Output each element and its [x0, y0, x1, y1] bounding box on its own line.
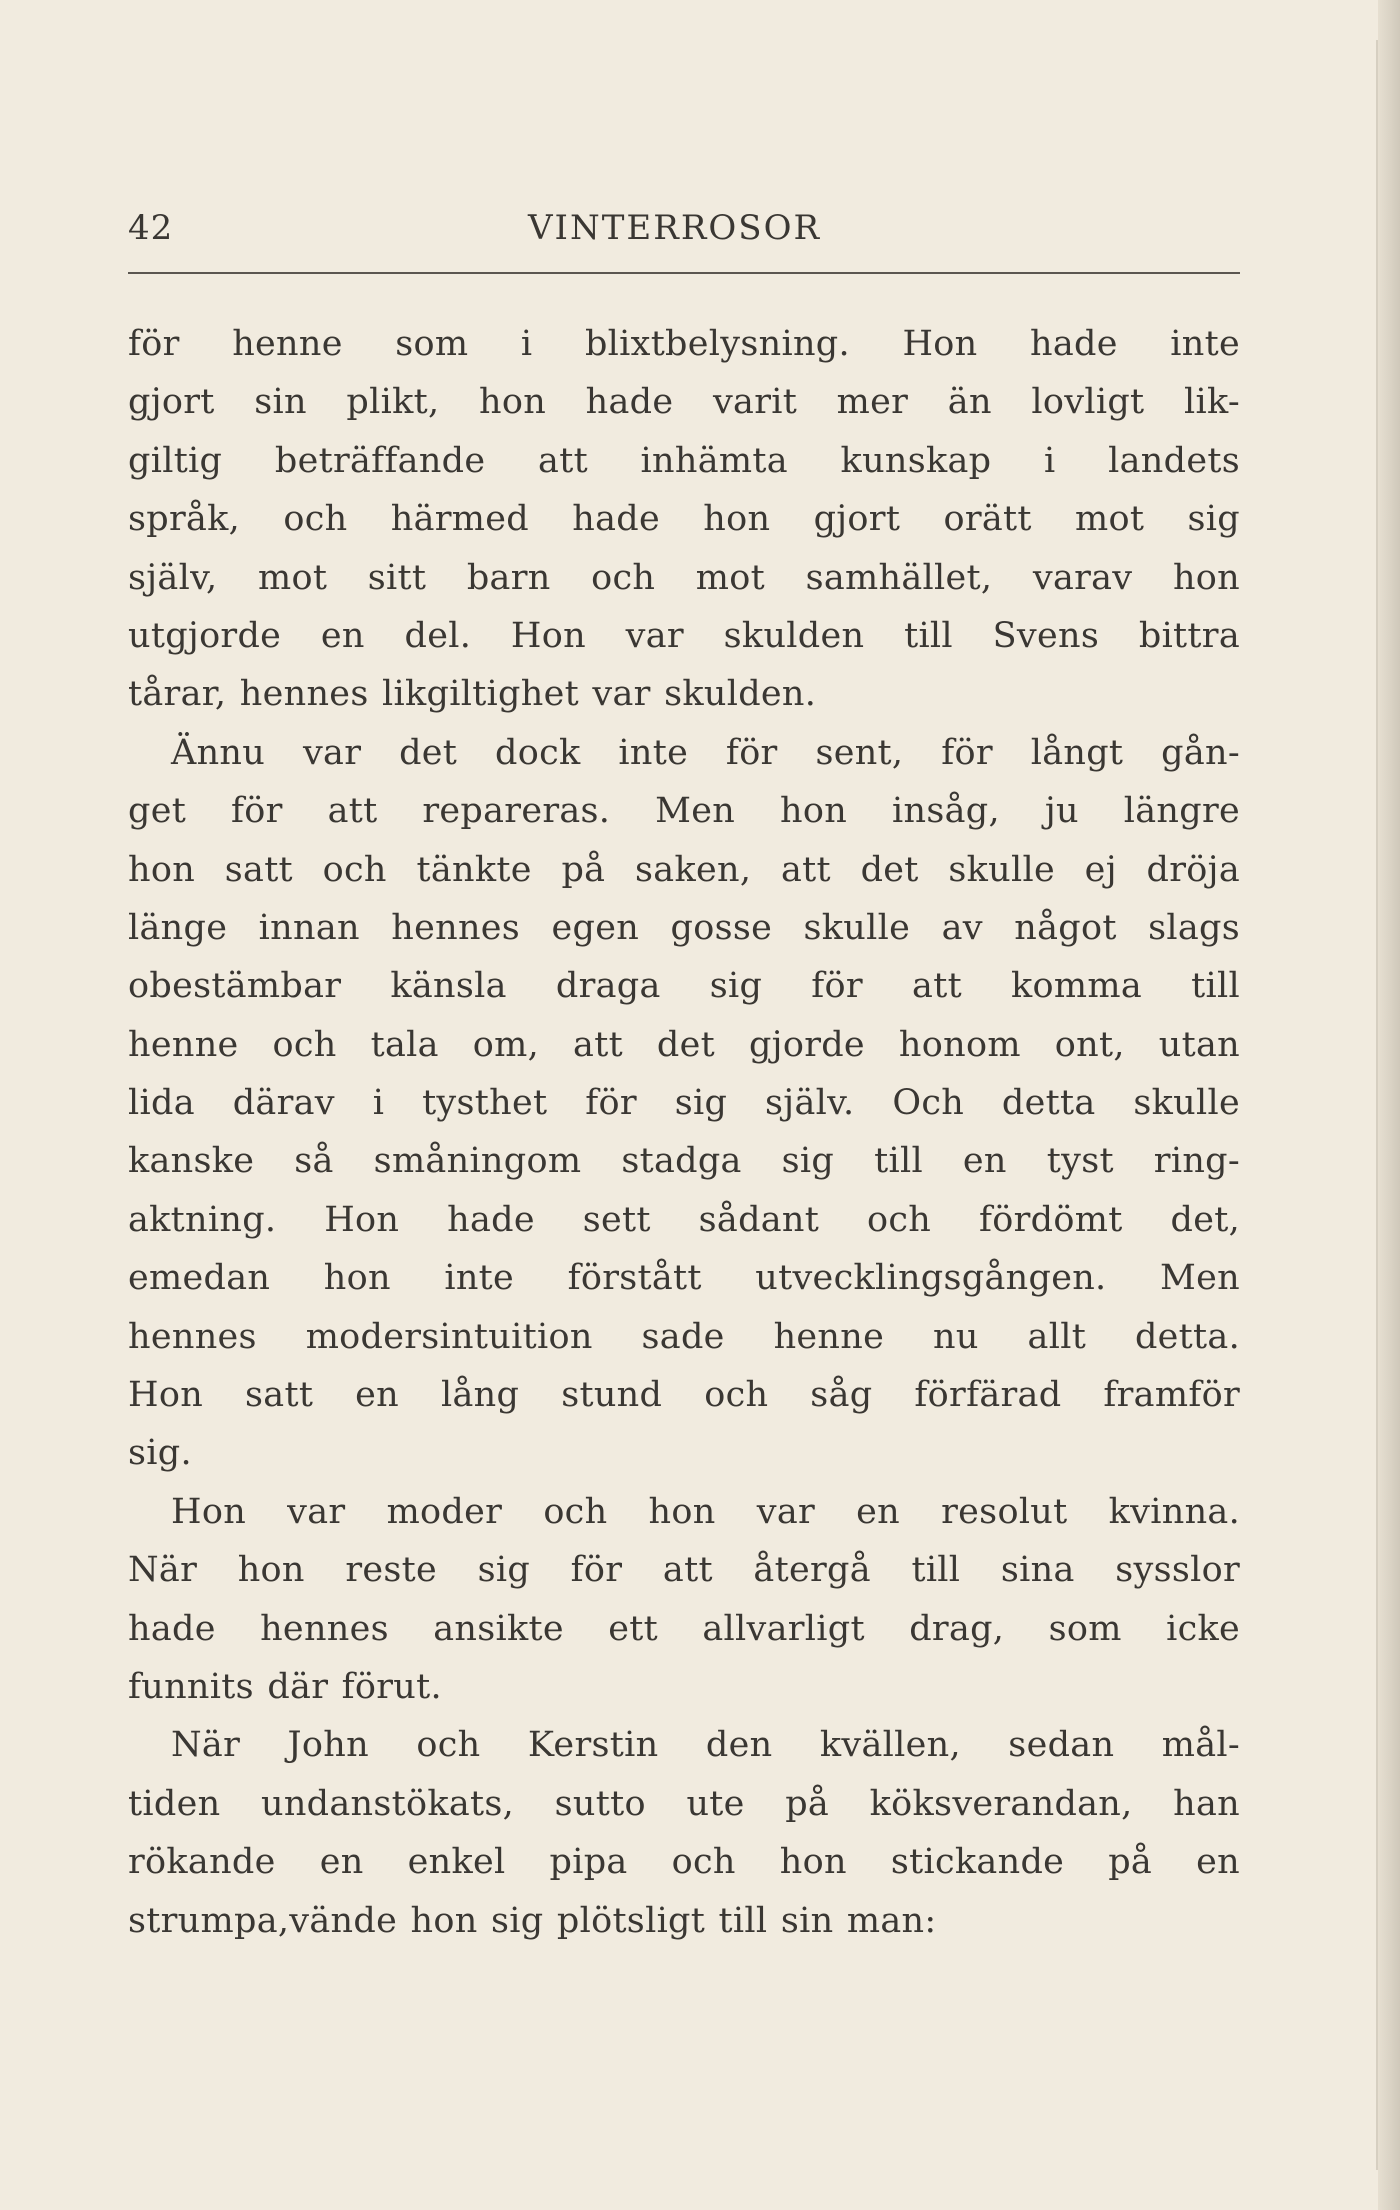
text-line: sig.	[128, 1433, 192, 1474]
text-line: strumpa,vände hon sig plötsligt till sin man:	[128, 1900, 937, 1941]
text-line: för henne som i blixtbelysning. Hon hade inte	[128, 324, 1240, 364]
text-line: språk, och härmed hade hon gjort orätt mot sig	[128, 499, 1240, 540]
text-line: länge innan hennes egen gosse skulle av något slags	[128, 907, 1240, 948]
text-line: hon satt och tänkte på saken, att det skulle ej dröja	[128, 849, 1240, 890]
body-text	[128, 315, 1240, 1950]
text-line: obestämbar känsla draga sig för att komma till	[128, 966, 1240, 1007]
text-line: giltig beträffande att inhämta kunskap i landets	[128, 440, 1240, 481]
text-line: tiden undanstökats, sutto ute på köksverandan, han	[128, 1783, 1240, 1824]
text-line: emedan hon inte förstått utvecklingsgången. Men	[128, 1258, 1240, 1299]
page-header	[128, 208, 1240, 258]
text-line: tårar, hennes likgiltighet var skulden.	[128, 674, 817, 715]
text-line: Hon var moder och hon var en resolut kvinna.	[171, 1491, 1240, 1532]
text-line: kanske så småningom stadga sig till en tyst ring-	[128, 1141, 1240, 1182]
text-line: gjort sin plikt, hon hade varit mer än lovligt lik-	[128, 382, 1240, 423]
text-line: hade hennes ansikte ett allvarligt drag, som icke	[128, 1608, 1240, 1649]
header-rule	[128, 272, 1240, 274]
text-line: Ännu var det dock inte för sent, för långt gån-	[171, 732, 1240, 773]
running-title: VINTERROSOR	[528, 208, 822, 248]
text-line: hennes modersintuition sade henne nu allt detta.	[128, 1316, 1240, 1357]
text-line: aktning. Hon hade sett sådant och fördömt det,	[128, 1199, 1240, 1240]
text-line: Hon satt en lång stund och såg förfärad framför	[128, 1375, 1240, 1416]
text-line: När hon reste sig för att återgå till sina sysslor	[128, 1550, 1240, 1591]
page-edge	[1378, 0, 1400, 2210]
text-line: henne och tala om, att det gjorde honom ont, utan	[128, 1024, 1240, 1065]
page-number: 42	[128, 208, 174, 248]
text-line: När John och Kerstin den kvällen, sedan mål-	[171, 1725, 1240, 1766]
text-line: lida därav i tysthet för sig själv. Och detta skulle	[128, 1083, 1240, 1124]
text-line: funnits där förut.	[128, 1666, 442, 1707]
text-line: rökande en enkel pipa och hon stickande på en	[128, 1842, 1240, 1883]
text-line: get för att repareras. Men hon insåg, ju längre	[128, 791, 1240, 832]
text-line: själv, mot sitt barn och mot samhället, varav hon	[128, 557, 1240, 598]
text-line: utgjorde en del. Hon var skulden till Svens bittra	[128, 615, 1240, 656]
